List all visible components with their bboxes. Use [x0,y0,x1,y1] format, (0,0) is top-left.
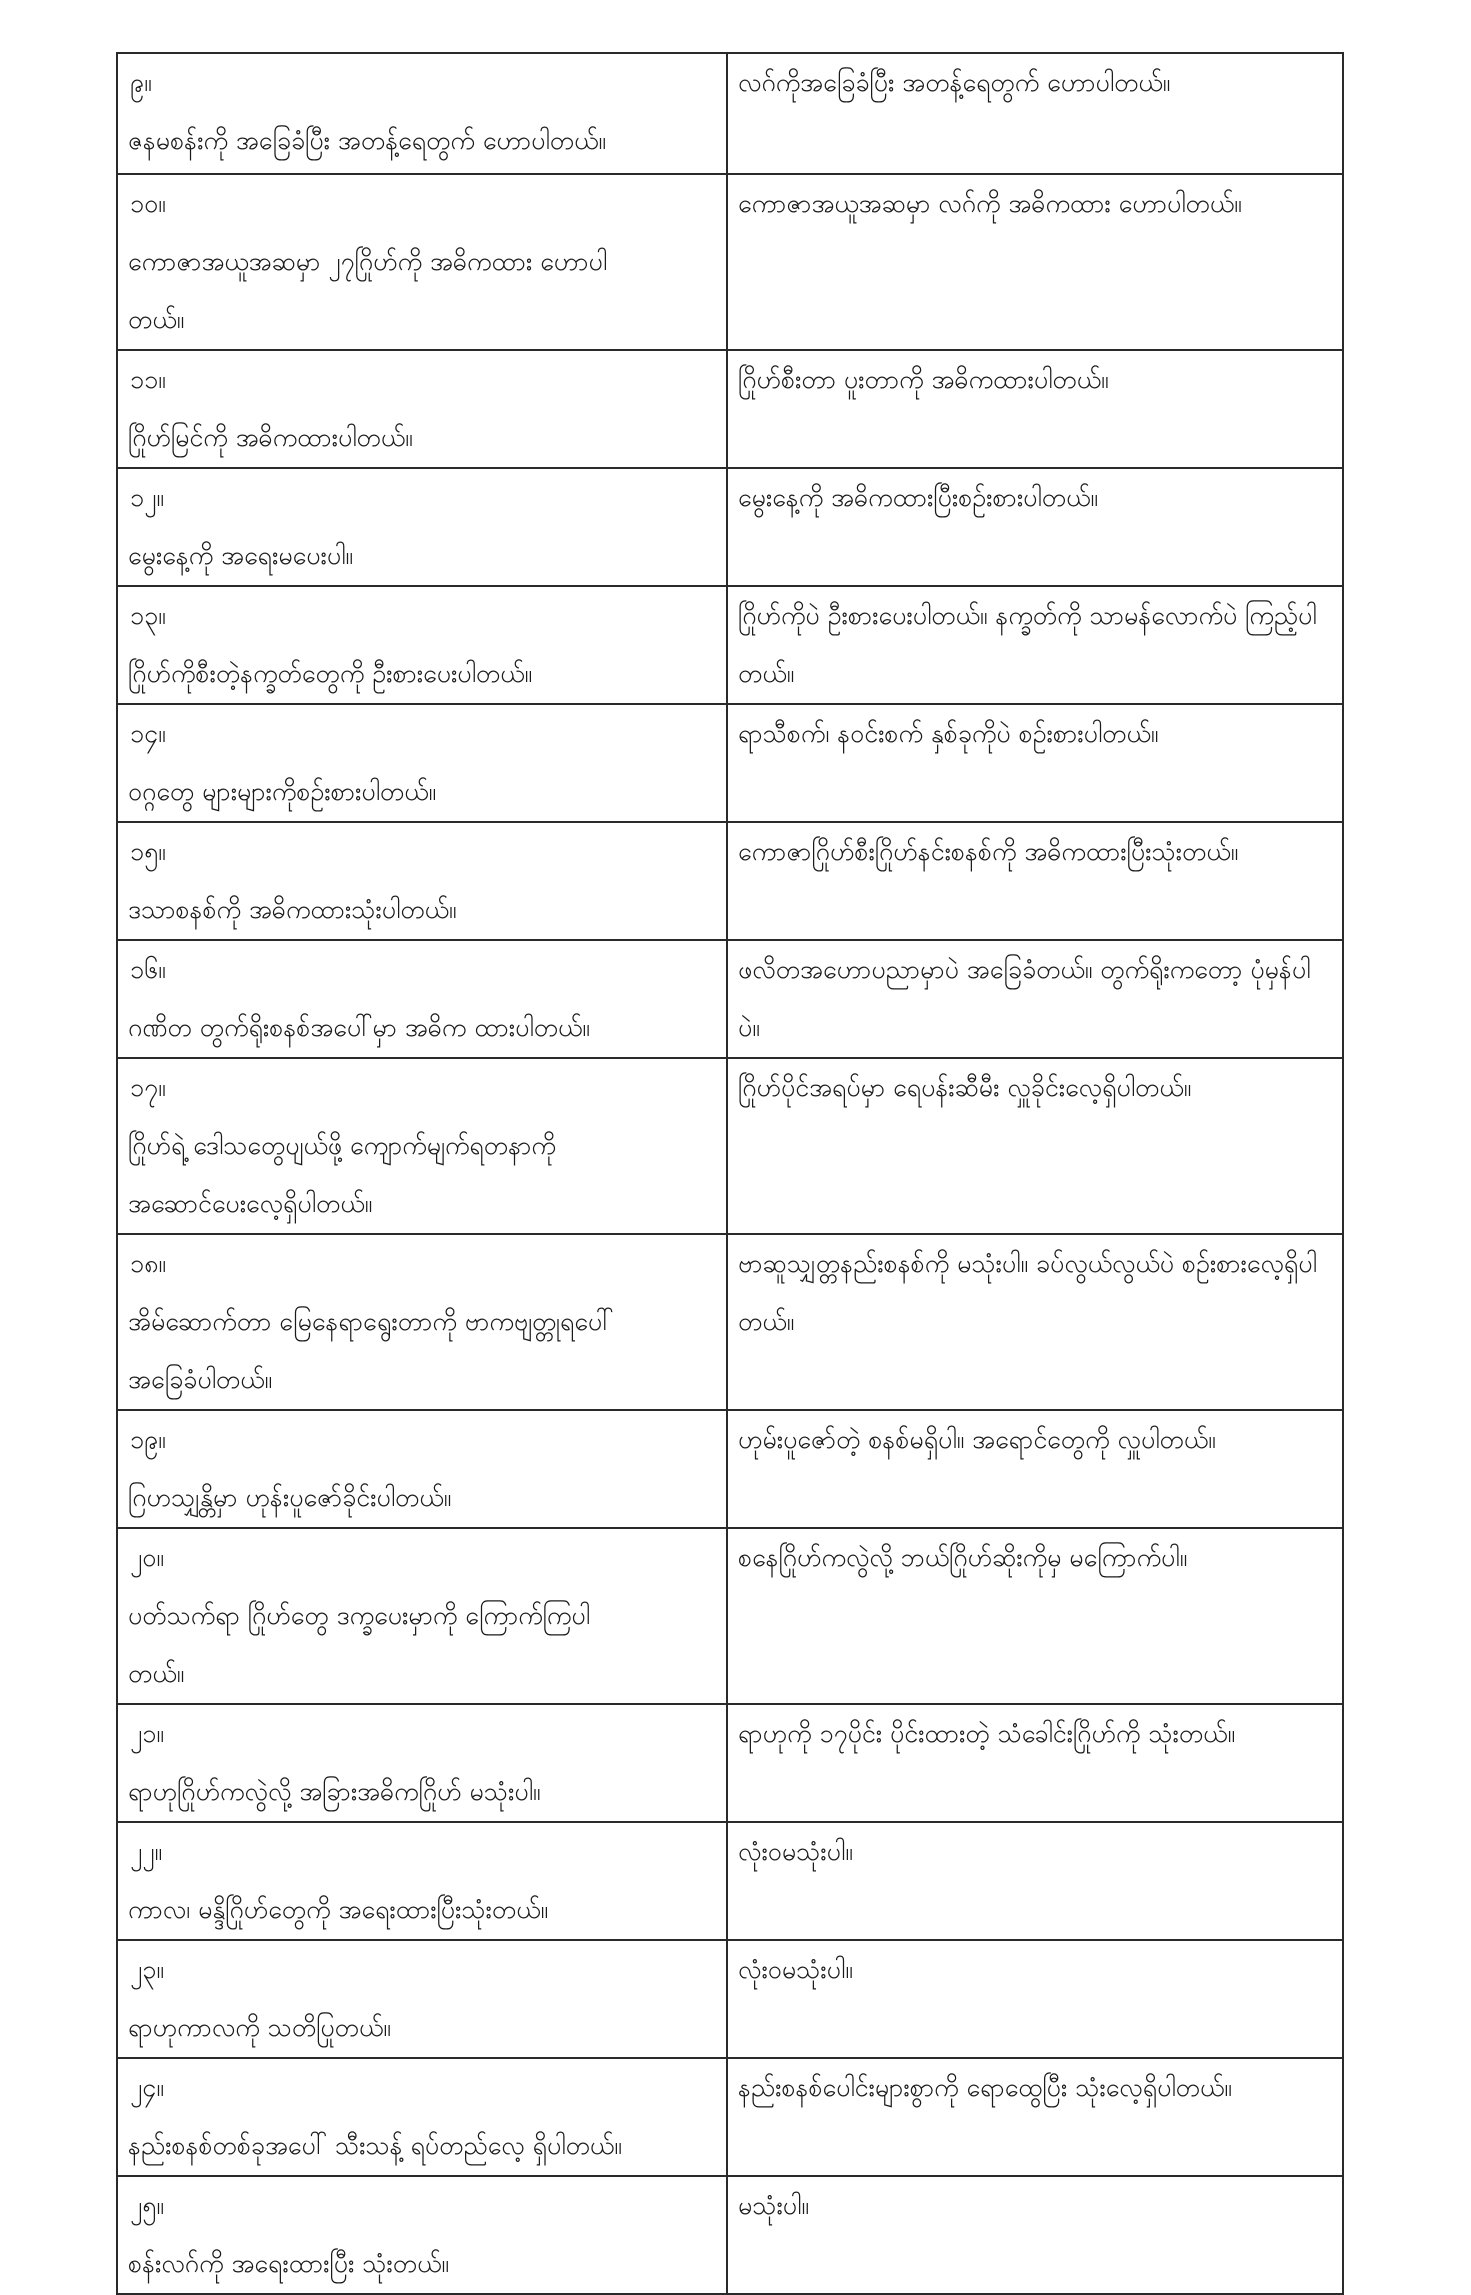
left-text: ဂြိုဟ်ရဲ့ ဒေါသတွေပျယ်ဖို့ ကျောက်မျက်ရတနာကို အဆောင်ပေးလေ့ရှိပါတယ်။ [128,1131,556,1218]
table-row [117,822,1343,940]
left-cell [117,350,727,468]
left-text: ကောဇာအယူအဆမှာ ၂၇ဂြိုဟ်ကို အဓိကထား ဟောပါတယ်။ [128,247,608,334]
row-number: ၁၃။ [130,601,166,630]
table-row [117,1058,1343,1234]
row-number: ၁၂။ [130,483,164,512]
left-text: ဂြိုဟ်ကိုစီးတဲ့နက္ခတ်တွေကို ဦးစားပေးပါတယ်။ [128,659,533,688]
right-text: ဂြိုဟ်စီးတာ ပူးတာကို အဓိကထားပါတယ်။ [738,365,1109,394]
table-row [117,350,1343,468]
table-row [117,1822,1343,1940]
right-text: ဂြိုဟ်ကိုပဲ ဦးစားပေးပါတယ်။ နက္ခတ်ကို သာမန်လောက်ပဲ ကြည့်ပါတယ်။ [738,601,1317,688]
right-cell [727,350,1343,468]
left-cell [117,174,727,350]
right-text: မသုံးပါ။ [738,2191,809,2220]
right-text: ကောဇာအယူအဆမှာ လဂ်ကို အဓိကထား ဟောပါတယ်။ [738,189,1242,218]
left-cell [117,1528,727,1704]
left-cell [117,468,727,586]
left-text: အိမ်ဆောက်တာ မြေနေရာရွေးတာကို ဗာကဗျတ္တုရပေါ် အခြေခံပါတယ်။ [128,1307,614,1394]
left-cell [117,940,727,1058]
right-text: ဗာဆူသျှတ္တနည်းစနစ်ကို မသုံးပါ။ ခပ်လွယ်လွယ်ပဲ စဉ်းစားလေ့ရှိပါတယ်။ [738,1249,1317,1336]
table-row [117,940,1343,1058]
right-cell [727,1704,1343,1822]
left-text: ဂဏိတ တွက်ရိုးစနစ်အပေါ်မှာ အဓိက ထားပါတယ်။ [128,1013,590,1042]
right-text: ရာသီစက်၊ နဝင်းစက် နှစ်ခုကိုပဲ စဉ်းစားပါတယ်။ [738,719,1159,748]
table-row [117,2058,1343,2176]
comparison-table [116,52,1344,2295]
left-cell [117,822,727,940]
row-number: ၉။ [130,68,152,97]
left-cell [117,1234,727,1410]
right-cell [727,1822,1343,1940]
right-cell [727,1940,1343,2058]
row-number: ၂၂။ [130,1837,163,1866]
left-cell [117,2058,727,2176]
right-cell [727,2176,1343,2294]
row-number: ၁၉။ [130,1425,166,1454]
right-text: ဂြိုဟ်ပိုင်အရပ်မှာ ရေပန်းဆီမီး လှူခိုင်းလေ့ရှိပါတယ်။ [738,1073,1192,1102]
left-cell [117,2176,727,2294]
row-number: ၁၇။ [130,1073,166,1102]
right-cell [727,174,1343,350]
right-text: ဖလိတအဟောပညာမှာပဲ အခြေခံတယ်။ တွက်ရိုးကတော့ ပုံမှန်ပါပဲ။ [738,955,1311,1042]
table-row [117,174,1343,350]
right-cell [727,468,1343,586]
right-text: လုံးဝမသုံးပါ။ [738,1837,853,1866]
right-text: ရာဟုကို ၁၇ပိုင်း ပိုင်းထားတဲ့ သံခေါင်းဂြိုဟ်ကို သုံးတယ်။ [738,1719,1236,1748]
right-cell [727,2058,1343,2176]
right-cell [727,1234,1343,1410]
row-number: ၁၀။ [130,189,166,218]
left-cell [117,1822,727,1940]
row-number: ၁၆။ [130,955,166,984]
right-cell [727,1058,1343,1234]
row-number: ၁၄။ [130,719,166,748]
left-cell [117,53,727,174]
left-text: ဇနမစန်းကို အခြေခံပြီး အတန့်ရေတွက် ဟောပါတယ်။ [128,126,606,155]
right-text: လဂ်ကိုအခြေခံပြီး အတန့်ရေတွက် ဟောပါတယ်။ [738,68,1171,97]
table-row [117,1410,1343,1528]
left-cell [117,1058,727,1234]
table-row [117,468,1343,586]
right-cell [727,586,1343,704]
left-text: ဂြိုဟ်မြင်ကို အဓိကထားပါတယ်။ [128,423,413,452]
row-number: ၁၅။ [130,837,166,866]
row-number: ၂၀။ [130,1543,164,1572]
right-cell [727,1528,1343,1704]
table-row [117,1940,1343,2058]
right-text: မွေးနေ့ကို အဓိကထားပြီးစဉ်းစားပါတယ်။ [738,483,1098,512]
right-text: လုံးဝမသုံးပါ။ [738,1955,853,1984]
left-cell [117,704,727,822]
table-row [117,1234,1343,1410]
table-row [117,1528,1343,1704]
row-number: ၂၁။ [130,1719,164,1748]
left-text: နည်းစနစ်တစ်ခုအပေါ် သီးသန့် ရပ်တည်လေ့ ရှိပါတယ်။ [128,2131,622,2160]
row-number: ၂၅။ [130,2191,164,2220]
left-cell [117,1410,727,1528]
right-cell [727,53,1343,174]
right-cell [727,1410,1343,1528]
row-number: ၁၈။ [130,1249,166,1278]
left-text: ကာလ၊ မန္ဒိဂြိုဟ်တွေကို အရေးထားပြီးသုံးတယ်။ [128,1895,549,1924]
right-text: နည်းစနစ်ပေါင်းများစွာကို ရောထွေပြီး သုံးလေ့ရှိပါတယ်။ [738,2073,1232,2102]
left-text: ဒသာစနစ်ကို အဓိကထားသုံးပါတယ်။ [128,895,457,924]
table-row [117,2176,1343,2294]
left-cell [117,1940,727,2058]
row-number: ၂၄။ [130,2073,164,2102]
left-cell [117,1704,727,1822]
row-number: ၂၃။ [130,1955,164,1984]
left-text: ပတ်သက်ရာ ဂြိုဟ်တွေ ဒက္ခပေးမှာကို ကြောက်ကြပါတယ်။ [128,1601,590,1688]
right-text: စနေဂြိုဟ်ကလွဲလို့ ဘယ်ဂြိုဟ်ဆိုးကိုမှ မကြောက်ပါ။ [738,1543,1188,1572]
table-row [117,704,1343,822]
left-text: ဂြဟသျှန္တိမှာ ဟုန်းပူဇော်ခိုင်းပါတယ်။ [128,1483,452,1512]
table-row [117,1704,1343,1822]
left-text: စန်းလဂ်ကို အရေးထားပြီး သုံးတယ်။ [128,2249,449,2278]
table-row [117,586,1343,704]
right-cell [727,704,1343,822]
right-text: ဟုမ်းပူဇော်တဲ့ စနစ်မရှိပါ။ အရောင်တွေကို လှူပါတယ်။ [738,1425,1216,1454]
left-cell [117,586,727,704]
row-number: ၁၁။ [130,365,166,394]
left-text: ဝဂ္ဂတွေ များများကိုစဉ်းစားပါတယ်။ [128,777,437,806]
right-text: ကောဇာဂြိုဟ်စီးဂြိုဟ်နင်းစနစ်ကို အဓိကထားပြီးသုံးတယ်။ [738,837,1239,866]
right-cell [727,822,1343,940]
left-text: ရာဟုဂြိုဟ်ကလွဲလို့ အခြားအဓိကဂြိုဟ် မသုံးပါ။ [128,1777,541,1806]
table-row [117,53,1343,174]
left-text: ရာဟုကာလကို သတိပြုတယ်။ [128,2013,391,2042]
left-text: မွေးနေ့ကို အရေးမပေးပါ။ [128,541,353,570]
right-cell [727,940,1343,1058]
